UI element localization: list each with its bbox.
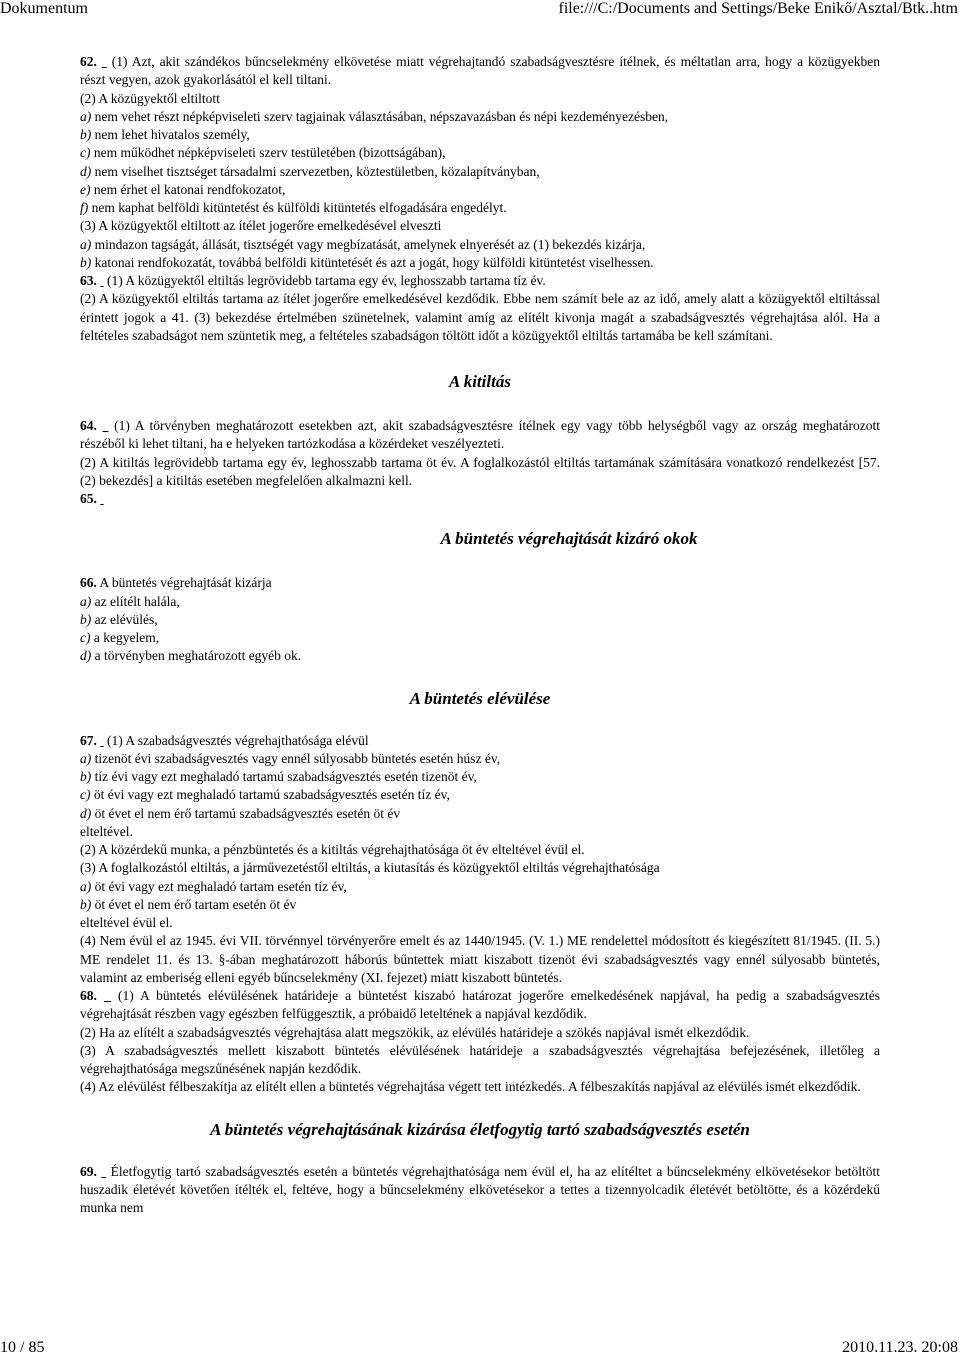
section-number-63: 63. bbox=[80, 273, 97, 288]
section-63-p1: 63. (1) A közügyektől eltiltás legrövidebb tartama egy év, leghosszabb tartama tíz év. bbox=[80, 273, 546, 288]
section-62-item-b: b) nem lehet hivatalos személy, bbox=[80, 127, 250, 142]
section-64-p2: (2) A kitiltás legrövidebb tartama egy év, leghosszabb tartama öt év. A foglalkozástól eltiltás tartamának számítására vonatkozó rendelkezést [57. (2) bekezdés] a kitiltás esetében megfelelően alkalmazni kell. bbox=[80, 454, 880, 488]
item-label: a) bbox=[80, 236, 92, 252]
section-68-p4: (4) Az elévülést félbeszakítja az elítélt ellen a büntetés végrehajtása végett tett intézkedés. A félbeszakítás napjával az elévülés ismét elkezdődik. bbox=[80, 1079, 861, 1095]
section-67-item-b: b) tíz évi vagy ezt meghaladó tartamú szabadságvesztés esetén tizenöt év, bbox=[80, 769, 477, 784]
browser-header-path: file:///C:/Documents and Settings/Beke Enikő/Asztal/Btk..htm bbox=[558, 0, 958, 17]
section-68-p3: (3) A szabadságvesztés mellett kiszabott büntetés elévülésének határideje a szabadságvesztés végrehajtása befejezésének, illetőleg a végrehajthatósága megszűnésének napján kezdődik. bbox=[80, 1042, 880, 1076]
document-body bbox=[80, 53, 880, 1217]
ref-41-link[interactable]: 41. bbox=[171, 309, 189, 325]
item-label: a) bbox=[80, 108, 92, 124]
section-68-p1: 68. (1) A büntetés elévülésének határideje a büntetést kiszabó határozat jogerőre emelkedésének napjával, ha pedig a szabadságvesztés végrehajtását részben vagy egészben felfüggesztik, a próbaidő leteltének a napjával kezdődik. bbox=[80, 988, 881, 1022]
section-67-item-d: d) öt évet el nem érő tartamú szabadságvesztés esetén öt év bbox=[80, 805, 401, 821]
item-label: d) bbox=[80, 805, 92, 821]
heading-kizaro-okok: A büntetés végrehajtását kizáró okok bbox=[440, 529, 698, 549]
section-68-p2: (2) Ha az elítélt a szabadságvesztés végrehajtása alatt megszökik, az elévülés határideje a szökés napjával ismét elkezdődik. bbox=[80, 1024, 750, 1040]
print-datetime: 2010.11.23. 20:08 bbox=[842, 1339, 958, 1356]
section-64-p1: 64. (1) A törvényben meghatározott esetekben azt, akit szabadságvesztésre ítélnek egy vagy több helységből vagy az ország meghatározott részéből ki lehet tiltani, ha e helyeken tartózkodása a közérdeket veszélyezteti. bbox=[80, 418, 881, 452]
section-67-p1: 67. (1) A szabadságvesztés végrehajthatósága elévül bbox=[80, 732, 369, 748]
item-label: f) bbox=[80, 200, 89, 215]
item-label: d) bbox=[80, 648, 92, 664]
item-label: d) bbox=[80, 163, 92, 179]
section-number-64: 64. bbox=[80, 418, 97, 433]
section-67-item-3a: a) öt évi vagy ezt meghaladó tartam esetén tíz év, bbox=[80, 878, 347, 894]
section-62-p1 bbox=[80, 53, 880, 90]
page-counter: 10 / 85 bbox=[0, 1339, 45, 1356]
item-label: b) bbox=[80, 896, 92, 912]
section-67-item-3b: b) öt évet el nem érő tartam esetén öt év bbox=[80, 896, 297, 912]
section-62-item-3a: a) mindazon tagságát, állását, tisztségét vagy megbízatását, amelynek elnyerését az (1) bekezdés kizárja, bbox=[80, 236, 646, 252]
section-number-66: 66. bbox=[80, 575, 97, 591]
section-62-text: (1) Azt, akit szándékos bűncselekmény elkövetése miatt végrehajtandó szabadságvesztésre ítélnek, és méltatlan arra, hogy a közügyekben részt vegyen, azok gyakorlásától el kell tiltani. bbox=[80, 54, 881, 88]
section-62-item-3b: b) katonai rendfokozatát, továbbá belföldi kitüntetését és azt a jogát, hogy külföldi kitüntetést viselhessen. bbox=[80, 254, 654, 270]
section-62-anchor[interactable] bbox=[102, 54, 107, 69]
section-67-p2: (2) A közérdekű munka, a pénzbüntetés és a kitiltás végrehajthatósága öt év elteltével évül el. bbox=[80, 842, 585, 857]
section-64-anchor[interactable] bbox=[103, 418, 109, 433]
section-62-item-d: d) nem viselhet tisztséget társadalmi szervezetben, köztestületben, közalapítványban, bbox=[80, 163, 540, 179]
item-label: c) bbox=[80, 630, 91, 645]
section-63-anchor[interactable] bbox=[100, 273, 103, 288]
section-number-68: 68. bbox=[80, 988, 97, 1003]
item-label: c) bbox=[80, 787, 91, 803]
section-65-anchor[interactable] bbox=[100, 491, 103, 506]
item-label: b) bbox=[80, 769, 92, 784]
section-number-69: 69. bbox=[80, 1163, 97, 1179]
section-62-p3: (3) A közügyektől eltiltott az ítélet jogerőre emelkedésével elveszti bbox=[80, 218, 442, 234]
heading-eletfogytig: A büntetés végrehajtásának kizárása életfogytig tartó szabadságvesztés esetén bbox=[210, 1119, 750, 1139]
section-67-p3: (3) A foglalkozástól eltiltás, a járművezetéstől eltiltás, a kiutasítás és közügyektől eltiltás végrehajthatósága bbox=[80, 860, 660, 876]
heading-kitiltas: A kitiltás bbox=[449, 372, 511, 391]
item-label: c) bbox=[80, 145, 91, 161]
section-67-p4: (4) Nem évül el az 1945. évi VII. törvénnyel törvényerőre emelt és az 1440/1945. (V. 1.) ME rendelettel módosított és kiegészített 81/1945. (II. 5.) ME rendelet 11. és 13. §-ában meghatározott háborús bűntettek miatt kiszabott tizenöt évi szabadságvesztés vagy ennél súlyosabb büntetés, valamint az emberiség elleni egyéb bűncselekmény (XI. fejezet) miatt kiszabott büntetés. bbox=[80, 933, 880, 985]
section-62-item-a: a) nem vehet részt népképviseleti szerv tagjainak választásában, népszavazásban és népi kezdeményezésben, bbox=[80, 108, 669, 124]
section-66-p1: 66. A büntetés végrehajtását kizárja bbox=[80, 575, 272, 591]
section-68-anchor[interactable] bbox=[104, 988, 111, 1003]
section-67-end2: elteltével évül el. bbox=[80, 915, 173, 930]
section-69-anchor[interactable] bbox=[101, 1164, 106, 1179]
item-label: b) bbox=[80, 127, 92, 142]
section-62-p2: (2) A közügyektől eltiltott bbox=[80, 90, 220, 106]
section-63-p2: (2) A közügyektől eltiltás tartama az ítélet jogerőre emelkedésével kezdődik. Ebbe nem számít bele az az idő, amely alatt a közügyektől eltiltással érintett jogok a 41. (3) bekezdése értelmében szünetelnek, valamint amíg az elítélt kivonja magát a szabadságvesztés végrehajtása alól. Ha a feltételes szabadságot nem szüntetik meg, a feltételes szabadságon töltött időt a közügyektől eltiltás tartamába be kell számítani. bbox=[80, 291, 880, 343]
section-69-p1: 69. Életfogytig tartó szabadságvesztés esetén a büntetés végrehajthatósága nem évül el, ha az elítéltet a bűncselekmény elkövetésekor betöltött huszadik életévét követően ítélték el, feltéve, hogy a bűncselekmény elkövetésekor a tettes a tizennyolcadik életévét betöltötte, és a közérdekű munka nem bbox=[80, 1163, 881, 1215]
browser-header-title: Dokumentum bbox=[0, 0, 88, 17]
heading-elevules: A büntetés elévülése bbox=[409, 688, 551, 708]
ref-57-link[interactable]: 57. bbox=[863, 454, 880, 470]
section-66-item-c: c) a kegyelem, bbox=[80, 630, 160, 645]
section-62-item-f: f) nem kaphat belföldi kitüntetést és külföldi kitüntetés elfogadására engedélyt. bbox=[80, 200, 507, 215]
section-62-item-e: e) nem érhet el katonai rendfokozatot, bbox=[80, 181, 286, 197]
section-number-65: 65. bbox=[80, 491, 97, 506]
item-label: a) bbox=[80, 593, 92, 609]
section-67-item-a: a) tizenöt évi szabadságvesztés vagy ennél súlyosabb büntetés esetén húsz év, bbox=[80, 750, 501, 766]
section-66-item-d: d) a törvényben meghatározott egyéb ok. bbox=[80, 648, 302, 664]
section-67-item-c: c) öt évi vagy ezt meghaladó tartamú szabadságvesztés esetén tíz év, bbox=[80, 787, 450, 803]
section-67-end1: elteltével. bbox=[80, 823, 133, 839]
item-label: e) bbox=[80, 181, 91, 197]
section-66-item-a: a) az elítélt halála, bbox=[80, 593, 180, 609]
section-65 bbox=[80, 490, 880, 508]
item-label: b) bbox=[80, 611, 92, 627]
section-66-item-b: b) az elévülés, bbox=[80, 611, 158, 627]
item-label: b) bbox=[80, 254, 92, 270]
section-number-62: 62. bbox=[80, 54, 97, 69]
item-label: a) bbox=[80, 878, 92, 894]
section-62-item-c: c) nem működhet népképviseleti szerv testületében (bizottságában), bbox=[80, 145, 446, 161]
section-number-67: 67. bbox=[80, 732, 97, 748]
section-67-anchor[interactable] bbox=[100, 733, 103, 748]
item-label: a) bbox=[80, 750, 92, 766]
